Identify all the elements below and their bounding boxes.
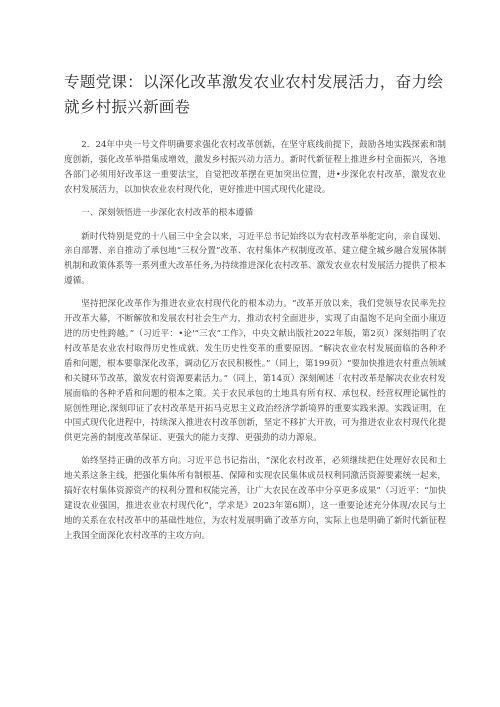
body-paragraph: 始终坚持正确的改革方向。习近平总书记指出，“深化农村改革，必须继续把住处理好农民和土地关系这条主线，把强化集体所有制根基、保障和实现农民集体成员权利同激活资源要素统一起来，搞好农村集体资源资产的权利分置和权能完善，让广大农民在改革中分享更多成果”（习近平：“加快建设农业强国，推进农业农村现代化”，学求是》2023年第6期），这一重要论述充分体现/农民与土地的关系在农村改革中的基础性地位，为农村发展明确了改革方向，实际上也是明确了新时代新征程上我国全面深化农村改革的主攻方向。	[64, 456, 446, 541]
section-heading: 一、深刻领悟进一步深化农村改革的根本遵循	[81, 207, 254, 218]
document-title: 专题党课：以深化改革激发农业农村发展活力，奋力绘就乡村振兴新画卷	[64, 73, 444, 116]
body-paragraph: 新时代特别是党的十八届三中全会以来，习近平总书记始终以为农村改革举舵定向，亲自谋划、亲自部署、亲自推动了承包地“三权分置”改革、农村集体产权制度改革、建立健全城乡融合发展体制机制和政策体系等一系列重大改革任务,为持续推进深化农村改革、激发农业农村发展活力提供了根本遵循。	[64, 231, 446, 287]
intro-paragraph: 2．24年中央一号文件明确要求强化农村改革创新，在坚守底线前提下，鼓励各地实践探索和制度创新，强化改革举措集成增效，激发乡村振兴动力活力。新时代新征程上推进乡村全面振兴，各地各部门必须用好改革这一重要法宝，自觉把改革摆在更加突出位置，进•步深化农村改革，激发农业农村发展活力，以加快农业农村现代化，更好推进中国式现代化建设。	[64, 140, 446, 195]
body-paragraph: 坚持把深化改革作为推进农业农村现代化的根本动力。“改革开放以来，我们党领导农民率先拉开改革大幕，不断解放和发展农村社会生产力，推动农村全面进步，实现了由温饱不足向全面小康迈进的历史性跨越。”（习近平：•论'“三农”工作》，中央文献出版社2022年版，第2页）深刻指明了农村改革是农业农村取得历史性成就、发生历史性变革的重要原因。“解决农业农村发展面临的各种矛盾和问题，根本要靠深化改革，调动亿万农民积极性。”（同上，第199页）“要加快推进农村重点领域和关键环节改革，激发农村资源要素活力。”（同上，第14页）深刻阐述「农村改革是解决农业农村发展面临的各种矛盾和问题的根本之策。关于农民承包的土地具有所有权、承包权、经营权理论属性的原创性理论,深刻印证了农村改革是开拓马克思主义政治经济学新境界的重要实践来源。实践证明，在中国式现代化进程中，持续深入推进农村改革创新，坚定不移扩大开放，可为推进农业农村现代化提供更完善的制度改革保证、更强大的能力支撑、更强劲的动力源泉。	[64, 299, 446, 444]
